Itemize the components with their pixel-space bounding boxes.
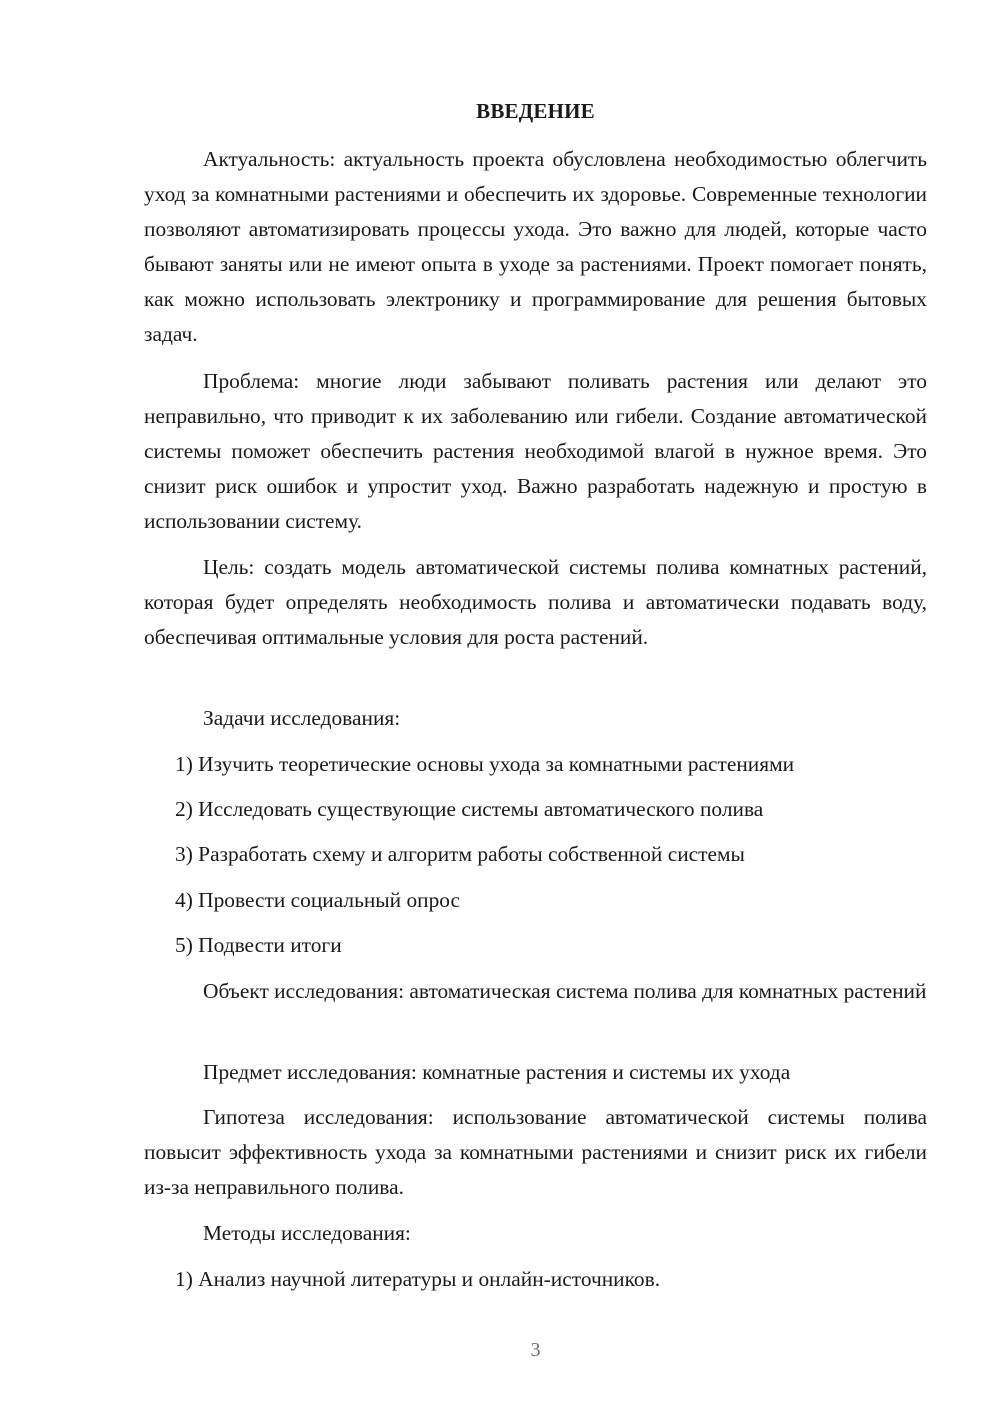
problem-paragraph: Проблема: многие люди забывают поливать растения или делают это неправильно, что приводит к их заболеванию или гибели. Создание автоматической системы поможет обеспечить растения необходимой влагой в нужное время. Это снизит риск ошибок и упростит уход. Важно разработать надежную и простую в использовании систему. <box>144 369 927 533</box>
object-paragraph: Объект исследования: автоматическая система полива для комнатных растений <box>203 979 927 1003</box>
task-item: 3) Разработать схему и алгоритм работы собственной системы <box>175 842 745 866</box>
tasks-heading: Задачи исследования: <box>203 706 401 730</box>
document-page <box>144 0 927 1414</box>
goal-paragraph: Цель: создать модель автоматической системы полива комнатных растений, которая будет определять необходимость полива и автоматически подавать воду, обеспечивая оптимальные условия для роста растений. <box>144 555 927 649</box>
methods-heading: Методы исследования: <box>203 1221 411 1245</box>
method-item: 1) Анализ научной литературы и онлайн-источников. <box>175 1267 661 1291</box>
task-item: 2) Исследовать существующие системы автоматического полива <box>175 797 764 821</box>
task-item: 1) Изучить теоретические основы ухода за комнатными растениями <box>175 752 795 776</box>
subject-paragraph: Предмет исследования: комнатные растения и системы их ухода <box>203 1060 791 1084</box>
task-item: 5) Подвести итоги <box>175 933 342 957</box>
relevance-paragraph: Актуальность: актуальность проекта обусловлена необходимостью облегчить уход за комнатными растениями и обеспечить их здоровье. Современные технологии позволяют автоматизировать процессы ухода. Это важно для людей, которые часто бывают заняты или не имеют опыта в уходе за растениями. Проект помогает понять, как можно использовать электронику и программирование для решения бытовых задач. <box>144 147 927 346</box>
page-title: ВВЕДЕНИЕ <box>476 99 595 123</box>
page-number: 3 <box>530 1339 541 1361</box>
hypothesis-paragraph: Гипотеза исследования: использование автоматической системы полива повысит эффективность ухода за комнатными растениями и снизит риск их гибели из-за неправильного полива. <box>144 1105 927 1199</box>
task-item: 4) Провести социальный опрос <box>175 888 461 912</box>
